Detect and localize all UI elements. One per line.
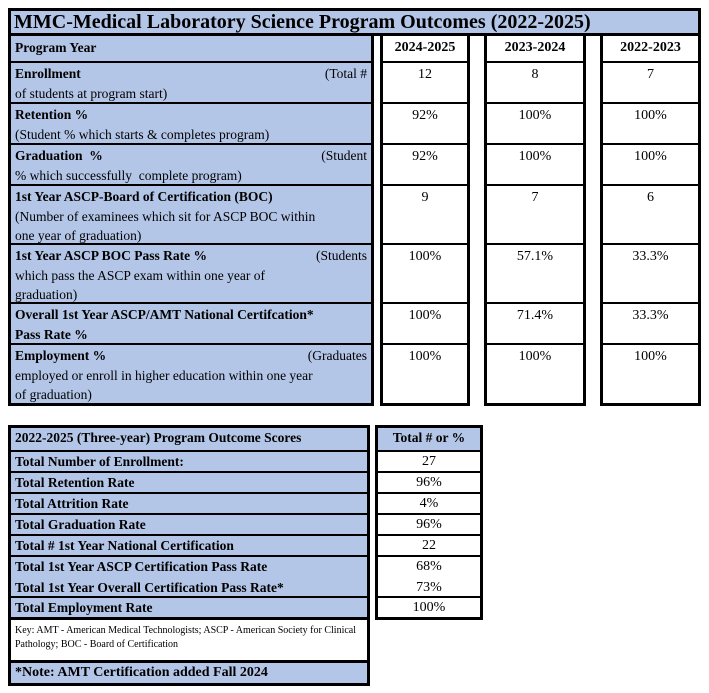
- value-cell: 100%: [603, 343, 698, 403]
- value-cell: 12: [383, 61, 467, 102]
- metric-label-boc-pass-rate: [11, 243, 371, 302]
- metric-desc: of students at program start): [15, 85, 168, 101]
- summary-label-graduation: Total Graduation Rate: [11, 513, 367, 534]
- value-cell: 100%: [603, 143, 698, 184]
- value-cell: 7: [487, 184, 583, 243]
- table-body: [8, 36, 701, 406]
- note-row: *Note: AMT Certification added Fall 2024: [11, 660, 367, 683]
- metric-name: 1st Year ASCP BOC Pass Rate %: [15, 248, 207, 263]
- metric-name: Enrollment: [15, 66, 81, 81]
- metric-desc: % which successfully complete program): [15, 167, 242, 183]
- metric-desc-start: (Total #: [324, 66, 367, 81]
- label-line: [15, 146, 367, 166]
- three-year-summary-table: [8, 425, 483, 686]
- value-cell: 9: [383, 184, 467, 243]
- metric-name: Employment %: [15, 348, 107, 363]
- metric-name: 1st Year ASCP-Board of Certification (BOC): [15, 189, 273, 204]
- program-outcomes-table: [8, 8, 701, 406]
- value-cell: 100%: [487, 102, 583, 143]
- label-line: [15, 346, 367, 366]
- year-header: 2023-2024: [487, 36, 583, 61]
- metric-label-boc-examinees: [11, 184, 371, 243]
- metric-name: Retention %: [15, 107, 89, 122]
- label-line: [15, 187, 367, 207]
- summary-value-cell: 100%: [378, 596, 480, 617]
- summary-value-column: [375, 425, 483, 620]
- summary-value-line: 73%: [416, 579, 442, 595]
- metric-desc: of graduation): [15, 387, 92, 402]
- summary-label-column: [8, 425, 370, 686]
- summary-value-cell: 27: [378, 450, 480, 471]
- metric-desc: one year of graduation): [15, 228, 142, 243]
- value-cell: 7: [603, 61, 698, 102]
- summary-value-header: Total # or %: [378, 428, 480, 450]
- summary-value-cell: 4%: [378, 492, 480, 513]
- value-cell: 92%: [383, 143, 467, 184]
- value-cell: 8: [487, 61, 583, 102]
- metric-desc: graduation): [15, 287, 78, 302]
- value-cell: 100%: [487, 143, 583, 184]
- summary-value-cell-double: [378, 555, 480, 596]
- program-year-header: Program Year: [15, 40, 97, 55]
- value-cell: 100%: [487, 343, 583, 403]
- summary-label-enrollment: Total Number of Enrollment:: [11, 450, 367, 471]
- summary-label-line: Total 1st Year ASCP Certification Pass Rate: [15, 559, 268, 574]
- label-line: [15, 64, 367, 84]
- summary-label-line: Total 1st Year Overall Certification Pass Rate*: [15, 579, 284, 595]
- column-gap: [586, 36, 600, 406]
- metric-desc: (Number of examinees which sit for ASCP BOC within: [15, 208, 316, 224]
- metric-desc-start: (Students: [315, 248, 367, 263]
- year-header: 2024-2025: [383, 36, 467, 61]
- metric-label-overall-cert: [11, 302, 371, 343]
- metric-label-enrollment: [11, 61, 371, 102]
- metric-name: Overall 1st Year ASCP/AMT National Certifcation*: [15, 307, 314, 322]
- metric-desc: (Student % which starts & completes program): [15, 126, 270, 142]
- value-cell: 6: [603, 184, 698, 243]
- metric-desc: employed or enroll in higher education within one year: [15, 367, 313, 383]
- summary-value-line: 68%: [416, 559, 442, 574]
- label-line: [15, 246, 367, 266]
- value-cell: 100%: [603, 102, 698, 143]
- summary-value-cell: 96%: [378, 513, 480, 534]
- metric-label-column: [8, 36, 374, 406]
- metric-desc: which pass the ASCP exam within one year of: [15, 267, 265, 283]
- metric-name: Graduation %: [15, 148, 103, 163]
- summary-title: 2022-2025 (Three-year) Program Outcome Scores: [11, 428, 367, 450]
- metric-label-retention: [11, 102, 371, 143]
- value-cell: 100%: [383, 302, 467, 343]
- metric-label-graduation: [11, 143, 371, 184]
- metric-desc-start: (Student: [321, 148, 367, 163]
- year-column-2023-2024: [484, 36, 586, 406]
- label-line: [15, 105, 367, 125]
- year-column-2024-2025: [380, 36, 470, 406]
- summary-label-cert-pass-rates: [11, 555, 367, 596]
- value-cell: 100%: [383, 243, 467, 302]
- metric-label-employment: [11, 343, 371, 403]
- metric-desc-start: (Graduates: [307, 348, 367, 363]
- summary-value-cell: 22: [378, 534, 480, 555]
- value-cell: 100%: [383, 343, 467, 403]
- label-line: [15, 305, 367, 325]
- key-row: Key: AMT - American Medical Technologists; ASCP - American Society for Clinical Pathology; BOC - Board of Certification: [11, 617, 367, 660]
- summary-label-national-cert: Total # 1st Year National Certification: [11, 534, 367, 555]
- summary-value-cell: 96%: [378, 471, 480, 492]
- metric-name-line2: Pass Rate %: [15, 326, 88, 342]
- year-header: 2022-2023: [603, 36, 698, 61]
- column-gap: [470, 36, 484, 406]
- value-cell: 57.1%: [487, 243, 583, 302]
- summary-label-retention: Total Retention Rate: [11, 471, 367, 492]
- value-cell: 33.3%: [603, 302, 698, 343]
- summary-label-attrition: Total Attrition Rate: [11, 492, 367, 513]
- summary-label-employment: Total Employment Rate: [11, 596, 367, 617]
- value-cell: 92%: [383, 102, 467, 143]
- year-column-2022-2023: [600, 36, 701, 406]
- value-cell: 71.4%: [487, 302, 583, 343]
- table-title: MMC-Medical Laboratory Science Program Outcomes (2022-2025): [8, 8, 701, 36]
- value-cell: 33.3%: [603, 243, 698, 302]
